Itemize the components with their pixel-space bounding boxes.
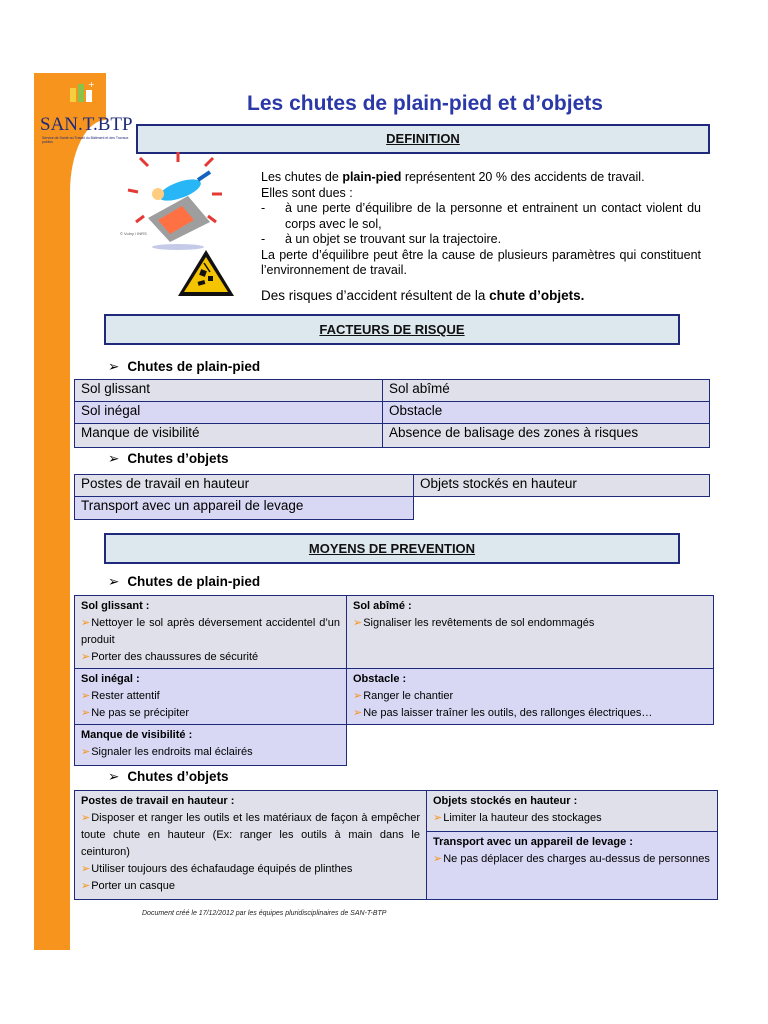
definition-line2: Elles sont dues : [261, 185, 353, 200]
prevention-plain-pied-table [74, 595, 714, 766]
page-title: Les chutes de plain-pied et d’objets [247, 92, 603, 115]
logo-icon [66, 80, 96, 110]
svg-text:+: + [88, 80, 95, 89]
facteurs-objets-table [74, 474, 710, 520]
facteurs-plain-pied-table [74, 379, 710, 448]
transport-levage-cell: Transport avec un appareil de levage : ➢Ne pas déplacer des charges au-dessus de personnes [427, 832, 718, 900]
table-cell: Absence de balisage des zones à risques [383, 424, 710, 448]
definition-line1: Les chutes de plain-pied représentent 20 % des accidents de travail. [261, 170, 645, 184]
prevention-subheading-objets: ➢ Chutes d’objets [108, 769, 229, 784]
table-row [75, 402, 710, 424]
table-row [75, 424, 710, 448]
definition-text [261, 170, 701, 279]
visibilite-cell: Manque de visibilité : ➢Signaler les endroits mal éclairés [75, 725, 347, 766]
table-cell: Manque de visibilité [75, 424, 383, 448]
sol-abime-cell: Sol abîmé : ➢Signaliser les revêtements de sol endommagés [347, 596, 714, 669]
definition-bullet: - à une perte d’équilibre de la personne et entrainent un contact violent du corps avec le sol, [261, 201, 701, 231]
table-row [75, 725, 714, 766]
empty-cell [414, 497, 710, 520]
table-row [75, 497, 710, 520]
definition-line4: Des risques d’accident résultent de la chute d’objets. [261, 288, 585, 303]
falling-objects-warning-icon [176, 248, 236, 298]
table-cell: Sol abîmé [383, 380, 710, 402]
obstacle-cell: Obstacle : ➢Ranger le chantier ➢Ne pas laisser traîner les outils, des rallonges électriques… [347, 669, 714, 725]
table-row [75, 669, 714, 725]
facteurs-subheading-plain-pied: ➢ Chutes de plain-pied [108, 359, 261, 374]
table-cell: Obstacle [383, 402, 710, 424]
table-row [75, 791, 718, 832]
sol-glissant-cell: Sol glissant : ➢Nettoyer le sol après déversement accidentel d’un produit ➢Porter des chaussures de sécurité [75, 596, 347, 669]
table-row [75, 475, 710, 497]
prevention-heading: MOYENS DE PREVENTION [104, 533, 680, 564]
facteurs-subheading-objets: ➢ Chutes d’objets [108, 451, 229, 466]
logo-name: SAN.T.BTP [40, 114, 133, 135]
logo-tagline: Service de Santé au Travail du Bâtiment et des Travaux publics [42, 136, 129, 144]
footer-note: Document créé le 17/12/2012 par les équipes pluridisciplinaires de SAN-T-BTP [142, 910, 387, 917]
table-cell: Sol glissant [75, 380, 383, 402]
table-cell: Transport avec un appareil de levage [75, 497, 414, 520]
definition-heading: DEFINITION [136, 124, 710, 154]
prevention-objets-table [74, 790, 718, 900]
definition-bullet: - à un objet se trouvant sur la trajectoire. [261, 232, 502, 246]
sol-inegal-cell: Sol inégal : ➢Rester attentif ➢Ne pas se précipiter [75, 669, 347, 725]
illustration-caption: © Volny / INRS [120, 231, 147, 236]
facteurs-heading: FACTEURS DE RISQUE [104, 314, 680, 345]
table-cell: Objets stockés en hauteur [414, 475, 710, 497]
empty-cell [347, 725, 714, 766]
objets-stockes-cell: Objets stockés en hauteur : ➢Limiter la hauteur des stockages [427, 791, 718, 832]
definition-line3: La perte d’équilibre peut être la cause de plusieurs paramètres qui constituent l’environnement de travail. [261, 247, 701, 277]
table-cell: Postes de travail en hauteur [75, 475, 414, 497]
table-row [75, 596, 714, 669]
table-row [75, 380, 710, 402]
postes-hauteur-cell: Postes de travail en hauteur : ➢Disposer et ranger les outils et les matériaux de façon à empêcher toute chute en hauteur (Ex: ranger les outils à main dans le ceinturon) ➢Utiliser toujours des échafaudage équipés de plinthes ➢Porter un casque [75, 791, 427, 900]
table-cell: Sol inégal [75, 402, 383, 424]
prevention-subheading-plain-pied: ➢ Chutes de plain-pied [108, 574, 261, 589]
